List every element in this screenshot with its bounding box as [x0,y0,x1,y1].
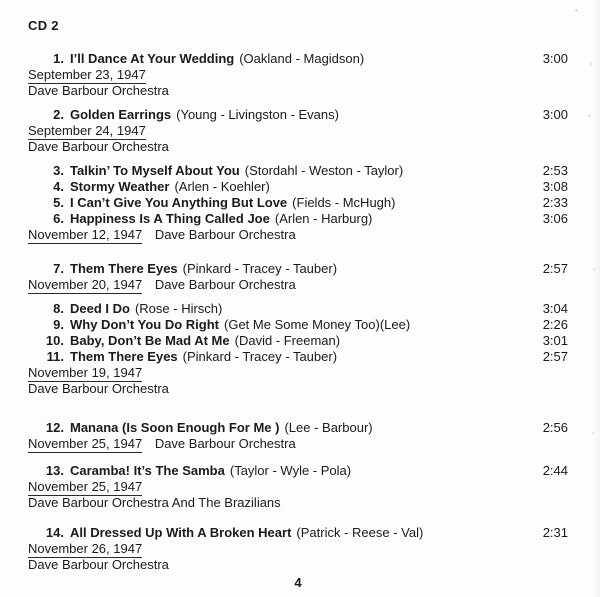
session-line [28,139,568,155]
session-date: September 23, 1947 [28,67,146,82]
track-title: Them There Eyes [70,261,178,276]
track-row [28,51,568,67]
track-row [28,163,568,179]
track-number: 14. [45,525,64,540]
track-title: Golden Earrings [70,107,172,122]
track-number: 4. [53,179,64,194]
track-group [28,261,568,293]
orchestra-name: Dave Barbour Orchestra [28,557,169,572]
track-number: 1. [53,51,64,66]
session-lines [28,67,568,99]
page-number: 4 [294,575,302,590]
session-line [28,227,568,243]
cd-header: CD 2 [28,18,59,33]
session-line [28,495,568,511]
session-lines [28,479,568,511]
track-credits: (Get Me Some Money Too)(Lee) [224,317,411,332]
track-credits: (Arlen - Harburg) [274,211,373,226]
track-rows [28,163,568,227]
track-rows [28,107,568,123]
orchestra-name: Dave Barbour Orchestra [28,83,169,98]
track-number: 8. [53,301,64,316]
track-number: 10. [45,333,64,348]
track-number: 2. [53,107,64,122]
session-line [28,479,568,495]
scan-speck [593,268,595,271]
session-line [28,365,568,381]
track-title: Baby, Don’t Be Mad At Me [70,333,230,348]
session-line [28,436,568,452]
track-title: Talkin’ To Myself About You [70,163,240,178]
session-line [28,381,568,397]
session-date: November 12, 1947 [28,227,143,242]
track-duration: 2:53 [542,163,568,178]
track-title: Why Don’t You Do Right [70,317,219,332]
orchestra-name: Dave Barbour Orchestra [154,227,296,242]
session-lines [28,436,568,452]
track-row [28,420,568,436]
track-number: 12. [45,420,64,435]
track-rows [28,463,568,479]
session-lines [28,227,568,243]
track-credits: (Fields - McHugh) [292,195,396,210]
track-group [28,301,568,397]
track-rows [28,420,568,436]
scan-speck [575,9,578,12]
track-credits: (Lee - Barbour) [284,420,373,435]
track-number: 5. [53,195,64,210]
track-credits: (Taylor - Wyle - Pola) [229,463,352,478]
track-group [28,525,568,573]
session-line [28,541,568,557]
track-duration: 2:26 [542,317,568,332]
track-duration: 3:01 [542,333,568,348]
track-list [28,51,568,573]
track-group [28,107,568,155]
track-title: Manana (Is Soon Enough For Me ) [70,420,280,435]
track-rows [28,51,568,67]
track-rows [28,301,568,365]
track-group [28,163,568,243]
track-group [28,463,568,511]
track-duration: 2:56 [542,420,568,435]
track-number: 7. [53,261,64,276]
track-credits: (Patrick - Reese - Val) [296,525,424,540]
track-group [28,51,568,99]
track-title: Stormy Weather [70,179,170,194]
track-row [28,333,568,349]
track-duration: 2:44 [542,463,568,478]
track-row [28,301,568,317]
track-credits: (Arlen - Koehler) [174,179,270,194]
track-row [28,261,568,277]
orchestra-name: Dave Barbour Orchestra [28,139,169,154]
track-title: Happiness Is A Thing Called Joe [70,211,270,226]
orchestra-name: Dave Barbour Orchestra [154,436,296,451]
track-number: 6. [53,211,64,226]
session-line [28,67,568,83]
track-duration: 3:06 [542,211,568,226]
scan-speck [590,62,592,66]
session-line [28,277,568,293]
track-title: Them There Eyes [70,349,178,364]
track-number: 3. [53,163,64,178]
session-line [28,123,568,139]
session-date: November 20, 1947 [28,277,143,292]
orchestra-name: Dave Barbour Orchestra [28,381,169,396]
session-date: September 24, 1947 [28,123,146,138]
track-row [28,525,568,541]
track-rows [28,261,568,277]
session-date: November 19, 1947 [28,365,143,380]
session-lines [28,365,568,397]
session-date: November 25, 1947 [28,479,143,494]
track-credits: (Stordahl - Weston - Taylor) [244,163,404,178]
orchestra-name: Dave Barbour Orchestra And The Brazilians [28,495,281,510]
scan-speck [588,114,591,117]
track-duration: 2:31 [542,525,568,540]
track-title: All Dressed Up With A Broken Heart [70,525,292,540]
track-duration: 3:00 [542,51,568,66]
session-line [28,557,568,573]
session-date: November 26, 1947 [28,541,143,556]
track-credits: (Pinkard - Tracey - Tauber) [182,261,338,276]
track-title: I’ll Dance At Your Wedding [70,51,235,66]
track-title: I Can’t Give You Anything But Love [70,195,288,210]
track-credits: (Young - Livingston - Evans) [176,107,339,122]
track-credits: (Rose - Hirsch) [134,301,223,316]
track-title: Caramba! It’s The Samba [70,463,225,478]
track-duration: 2:57 [542,349,568,364]
track-credits: (Pinkard - Tracey - Tauber) [182,349,338,364]
track-row [28,317,568,333]
track-credits: (David - Freeman) [234,333,341,348]
session-lines [28,123,568,155]
session-lines [28,277,568,293]
track-duration: 3:00 [542,107,568,122]
track-number: 9. [53,317,64,332]
track-duration: 2:57 [542,261,568,276]
track-number: 13. [45,463,64,478]
orchestra-name: Dave Barbour Orchestra [154,277,296,292]
track-duration: 3:08 [542,179,568,194]
track-duration: 2:33 [542,195,568,210]
track-row [28,107,568,123]
track-row [28,211,568,227]
track-rows [28,525,568,541]
session-lines [28,541,568,573]
scan-speck [592,432,594,435]
track-title: Deed I Do [70,301,130,316]
track-row [28,463,568,479]
session-date: November 25, 1947 [28,436,143,451]
track-number: 11. [46,349,64,364]
track-group [28,420,568,452]
session-line [28,83,568,99]
track-credits: (Oakland - Magidson) [239,51,365,66]
track-duration: 3:04 [542,301,568,316]
track-row [28,195,568,211]
track-row [28,179,568,195]
track-row [28,349,568,365]
